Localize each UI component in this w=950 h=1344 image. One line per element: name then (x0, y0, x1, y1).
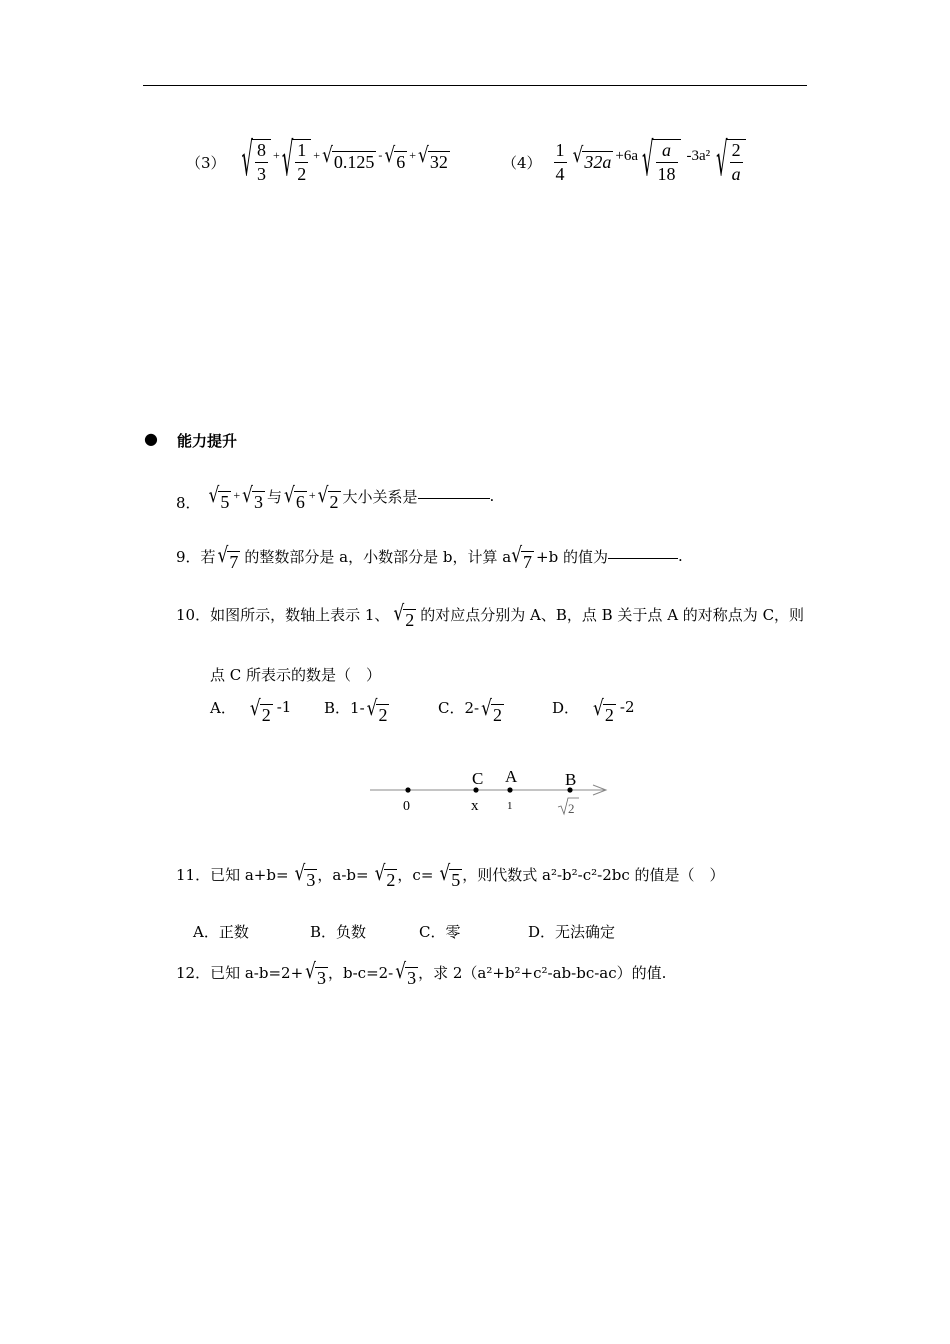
q11-option-d[interactable]: D．无法确定 (528, 923, 616, 941)
tick-label-0: 0 (403, 799, 410, 814)
tick-label-x: x (471, 798, 479, 814)
question-11: 11．已知 a+b= √ 3 ，a-b= √ 2 ，c= √ 5 ，则代数式 a²-b²-c²-2bc 的值是（ ） (176, 861, 725, 891)
sqrt-32: √ 32 (418, 143, 448, 173)
label-a: A (505, 767, 518, 786)
label-c: C (472, 769, 484, 788)
question-12: 12．已知 a-b=2+ √ 3 ，b-c=2- √ 3 ，求 2（a²+b²+c²-ab-bc-ac）的值. (176, 959, 667, 989)
problem-3: （3） √ $\frac{8}{3}$ + √ $\frac{1}{2}$ + √ 0.125 - √ 6 + √ 32 (186, 133, 448, 188)
sqrt-2: √ 2 (366, 696, 388, 726)
sqrt-2: √ 2 (317, 483, 339, 513)
fraction-1-4: $\frac{1}{4}$ (555, 139, 565, 184)
question-10: 10．如图所示，数轴上表示 1、 √ 2 的对应点分别为 A、B，点 B 关于点 A 的对称点为 C，则 (176, 601, 805, 631)
sqrt-5: √ 5 (208, 483, 230, 513)
point-c (473, 787, 478, 792)
sqrt-8-over-3: √ $\frac{8}{3}$ (242, 139, 271, 184)
label-b: B (565, 770, 577, 789)
question-10-line2: 点 C 所表示的数是（ ） (210, 666, 382, 684)
header-rule (143, 85, 807, 86)
problem-3-label: （3） (186, 153, 226, 172)
point-0 (405, 787, 410, 792)
q10-option-d[interactable]: D． √ 2 -2 (552, 696, 635, 726)
sqrt-2: √ 2 (393, 601, 415, 631)
sqrt-32a: √ 32a (572, 143, 612, 173)
sqrt-2-over-a: √ $\frac{2}{a}$ (716, 139, 745, 184)
sqrt-7: √ 7 (217, 543, 239, 573)
problem-4: （4） $\frac{1}{4}$ √ 32a +6a √ $\frac{a}{18}$ -3a² √ $\frac{2}{a}$ (502, 136, 746, 188)
q10-option-a[interactable]: A． √ 2 -1 (210, 696, 292, 726)
tick-label-1: 1 (507, 800, 513, 812)
sqrt-2: √ 2 (481, 696, 502, 726)
point-a (507, 787, 512, 792)
q10-option-c[interactable]: C．2- √ 2 (438, 696, 502, 726)
q11-option-a[interactable]: A．正数 (193, 923, 249, 941)
section-bullet: ● (144, 429, 158, 448)
q10-option-b[interactable]: B．1- √ 2 (324, 696, 388, 726)
q11-option-c[interactable]: C．零 (419, 923, 461, 941)
question-8: 8． √ 5 + √ 3 与 √ 6 + √ 2 大小关系是 . (176, 483, 495, 513)
tick-label-sqrt2: 2 (568, 801, 575, 816)
sqrt-6: √ 6 (284, 483, 305, 513)
sqrt-7-b: √ 7 (511, 543, 533, 573)
problem-4-label: （4） (502, 153, 542, 172)
sqrt-1-over-2: √ $\frac{1}{2}$ (282, 139, 311, 184)
sqrt-3: √ 3 (242, 483, 264, 513)
sqrt-2: √ 2 (593, 696, 614, 726)
number-line-figure (365, 760, 615, 820)
sqrt-a-over-18: √ $\frac{a}{18}$ (642, 139, 680, 184)
section-title: 能力提升 (177, 432, 238, 450)
sqrt-2: √ 2 (374, 861, 396, 891)
question-9: 9．若 √ 7 的整数部分是 a，小数部分是 b，计算 a √ 7 +b 的值为 . (176, 543, 683, 573)
sqrt-2: √ 2 (249, 696, 271, 726)
sqrt-0125: √ 0.125 (322, 143, 375, 173)
sqrt-5: √ 5 (439, 861, 461, 891)
sqrt-3: √ 3 (305, 959, 326, 989)
sqrt-3: √ 3 (294, 861, 316, 891)
sqrt-3: √ 3 (395, 959, 417, 989)
sqrt-6: √ 6 (384, 143, 406, 173)
answer-blank[interactable] (418, 498, 490, 499)
answer-blank[interactable] (608, 558, 678, 559)
q11-option-b[interactable]: B．负数 (310, 923, 367, 941)
